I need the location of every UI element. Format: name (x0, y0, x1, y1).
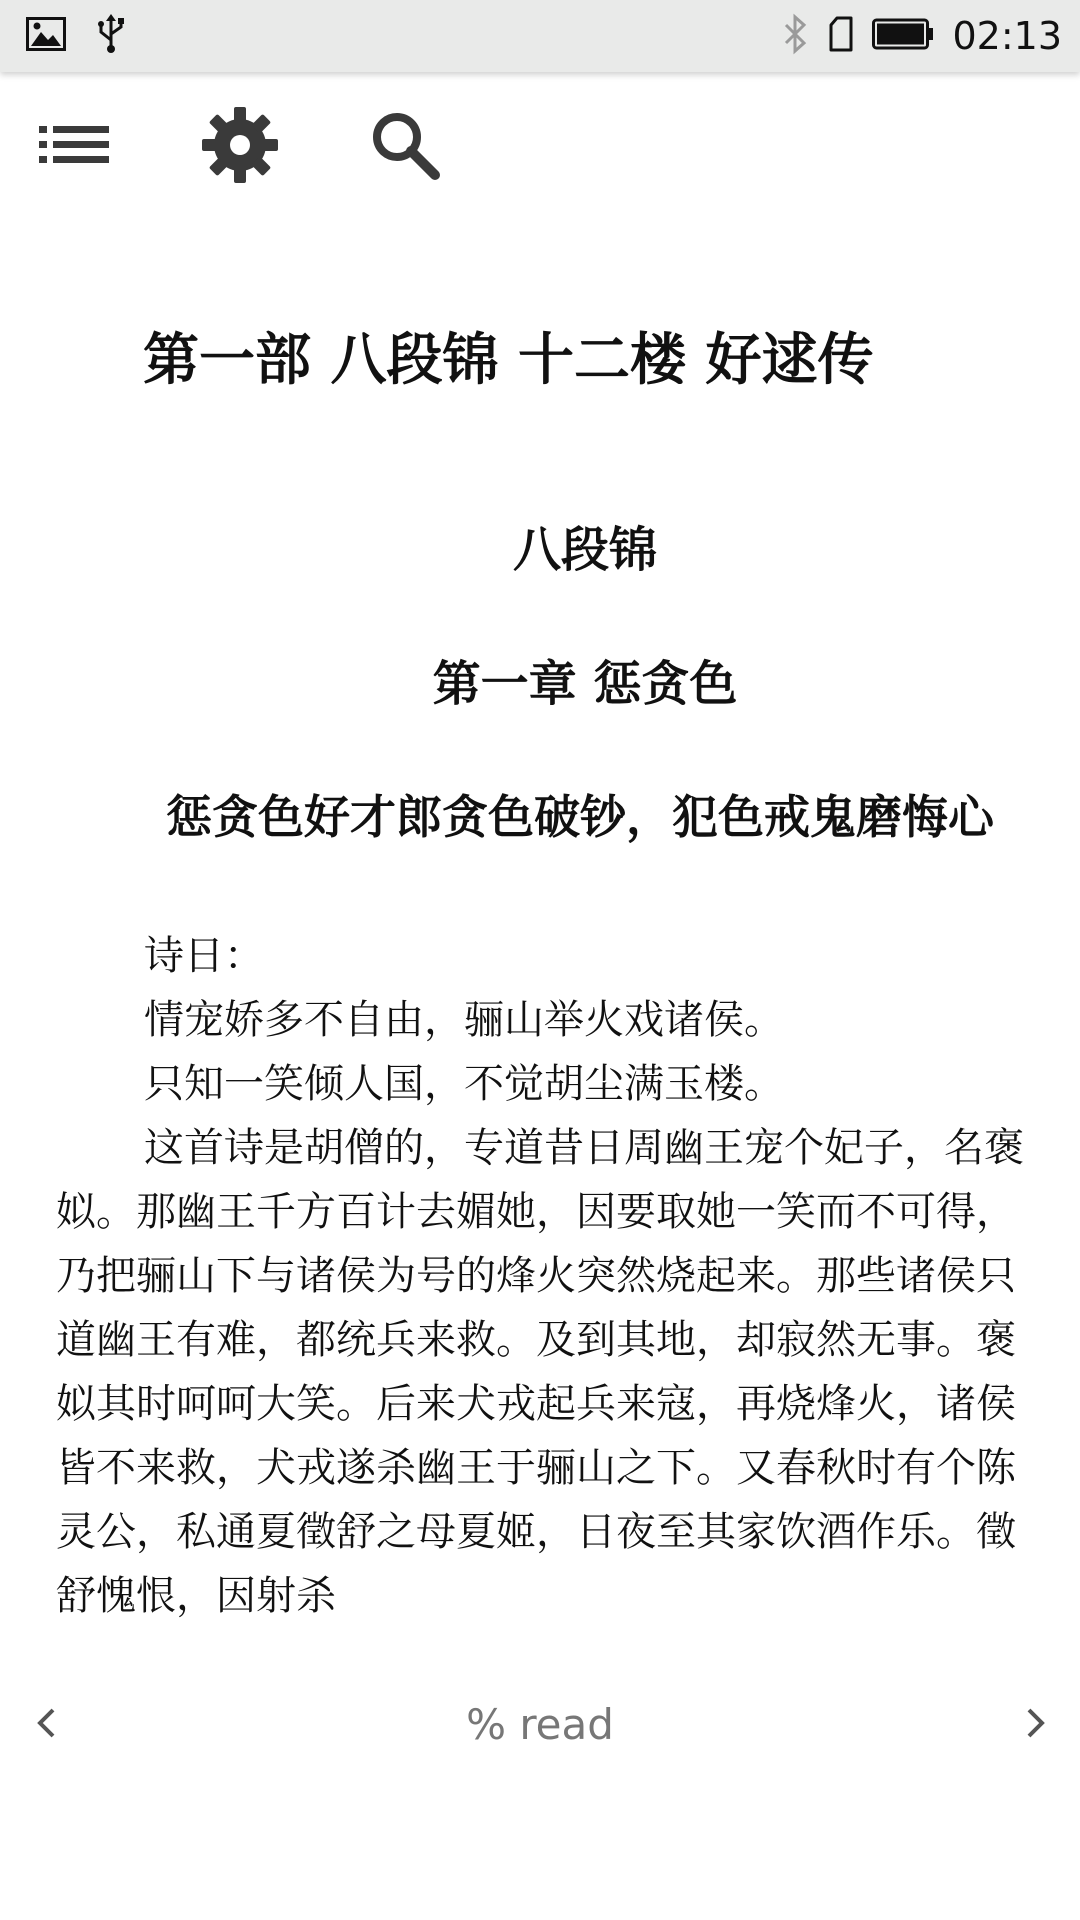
toc-button[interactable] (30, 102, 120, 192)
chevron-left-icon (34, 1705, 58, 1745)
poem-line: 只知一笑倾人国，不觉胡尘满玉楼。 (144, 1061, 784, 1107)
status-left-icons (26, 14, 126, 58)
part-title: 第一部 八段锦 十二楼 好逑传 (143, 328, 874, 393)
prev-page-button[interactable] (26, 1702, 66, 1748)
chevron-right-icon (1024, 1705, 1048, 1745)
status-right-icons (780, 12, 1062, 60)
search-icon (369, 109, 441, 185)
reader-toolbar (0, 72, 1080, 222)
reader-footer (0, 1690, 1080, 1760)
chapter-subtitle: 惩贪色好才郎贪色破钞，犯色戒鬼磨悔心 (166, 790, 994, 844)
bluetooth-icon (780, 13, 810, 59)
search-button[interactable] (360, 102, 450, 192)
poem-line: 诗日： (144, 933, 264, 979)
status-bar (0, 0, 1080, 72)
chapter-title: 第一章 惩贪色 (432, 656, 738, 712)
usb-icon (96, 14, 126, 58)
battery-icon (872, 17, 934, 55)
sim-icon (828, 16, 854, 56)
poem-line: 情宠娇多不自由，骊山举火戏诸侯。 (144, 997, 784, 1043)
toc-list-icon (39, 122, 111, 172)
settings-button[interactable] (195, 102, 285, 192)
section-title: 八段锦 (512, 522, 657, 578)
progress-label: % read (466, 1700, 614, 1749)
clock-time: 02:13 (952, 14, 1062, 58)
next-page-button[interactable] (1016, 1702, 1056, 1748)
settings-gear-icon (200, 105, 280, 189)
body-text (56, 924, 1026, 1628)
body-paragraph: 这首诗是胡僧的，专道昔日周幽王宠个妃子，名褒姒。那幽王千方百计去媚她，因要取她一笑而不可得，乃把骊山下与诸侯为号的烽火突然烧起来。那些诸侯只道幽王有难，都统兵来救。及到其地，却寂然无事。褒姒其时呵呵大笑。后来犬戎起兵来寇，再烧烽火，诸侯皆不来救，犬戎遂杀幽王于骊山之下。又春秋时有个陈灵公，私通夏徵舒之母夏姬，日夜至其家饮酒作乐。徵舒愧恨，因射杀 (56, 1125, 1024, 1619)
image-icon (26, 17, 66, 55)
